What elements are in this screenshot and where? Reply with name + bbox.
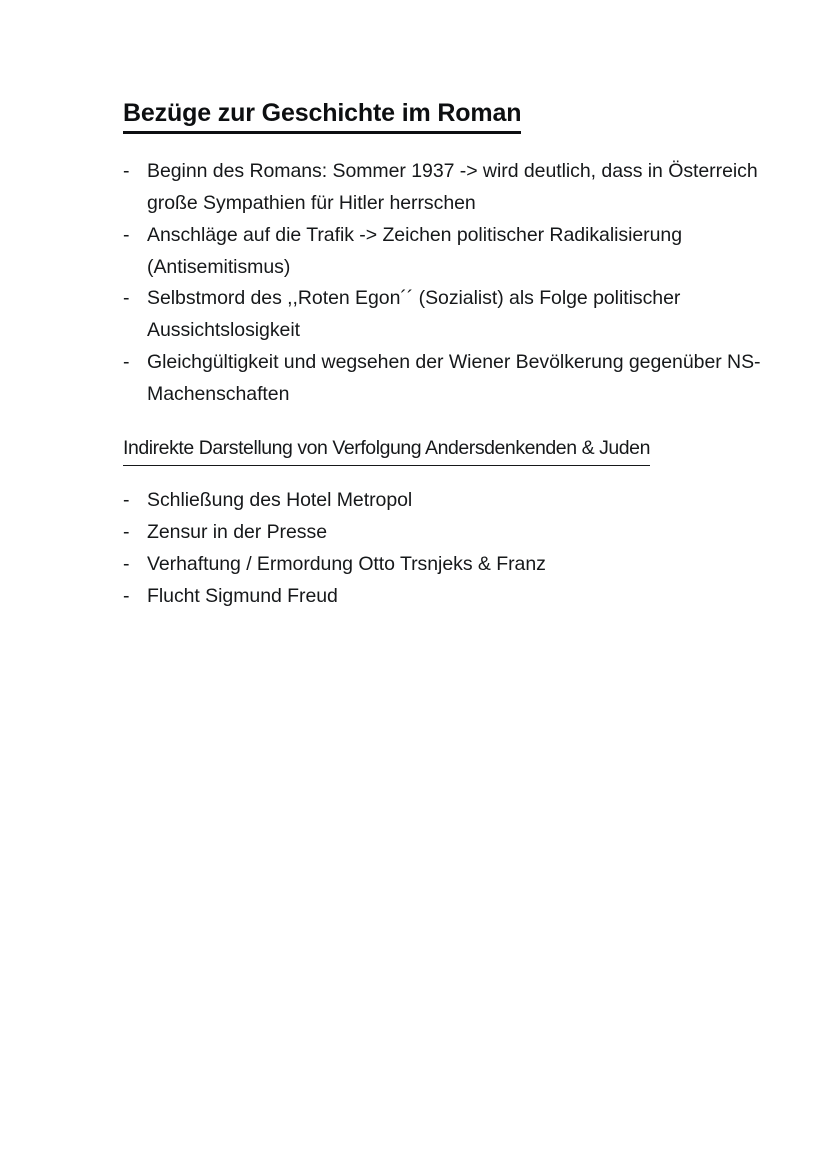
document-content <box>123 98 763 613</box>
list-item <box>123 549 763 581</box>
bullet-dash-icon: - <box>123 521 130 544</box>
bullet-dash-icon: - <box>123 584 130 607</box>
list-item-text: Gleichgültigkeit und wegsehen der Wiener Bevölkerung gegenüber NS-Machenschaften <box>147 351 761 405</box>
bullet-dash-icon: - <box>123 223 130 246</box>
list-item <box>123 283 763 347</box>
list-item-text: Verhaftung / Ermordung Otto Trsnjeks & Franz <box>147 553 546 576</box>
bullet-dash-icon: - <box>123 160 130 183</box>
bullet-dash-icon: - <box>123 287 130 310</box>
list-item <box>123 581 763 613</box>
list-item-text: Selbstmord des ,,Roten Egon´´ (Sozialist) als Folge politischer Aussichtslosigkeit <box>147 287 681 342</box>
bullet-dash-icon: - <box>123 489 130 512</box>
list-item <box>123 485 763 517</box>
list-item-text: Beginn des Romans: Sommer 1937 -> wird deutlich, dass in Österreich große Sympathien für Hitler herrschen <box>147 160 758 215</box>
indirect-depiction-list <box>123 485 763 612</box>
list-item-text: Flucht Sigmund Freud <box>147 584 338 607</box>
list-item <box>123 156 763 220</box>
bullet-dash-icon: - <box>123 351 130 374</box>
bullet-dash-icon: - <box>123 553 130 576</box>
section-subheading-indirect-depiction: Indirekte Darstellung von Verfolgung Andersdenkenden & Juden <box>123 433 650 467</box>
list-item-text: Anschläge auf die Trafik -> Zeichen politischer Radikalisierung (Antisemitismus) <box>147 223 683 278</box>
list-item <box>123 220 763 284</box>
list-item <box>123 517 763 549</box>
history-references-list <box>123 156 763 410</box>
page-title: Bezüge zur Geschichte im Roman <box>123 98 521 134</box>
list-item-text: Schließung des Hotel Metropol <box>147 489 413 512</box>
list-item <box>123 347 763 411</box>
list-item-text: Zensur in der Presse <box>147 521 327 544</box>
